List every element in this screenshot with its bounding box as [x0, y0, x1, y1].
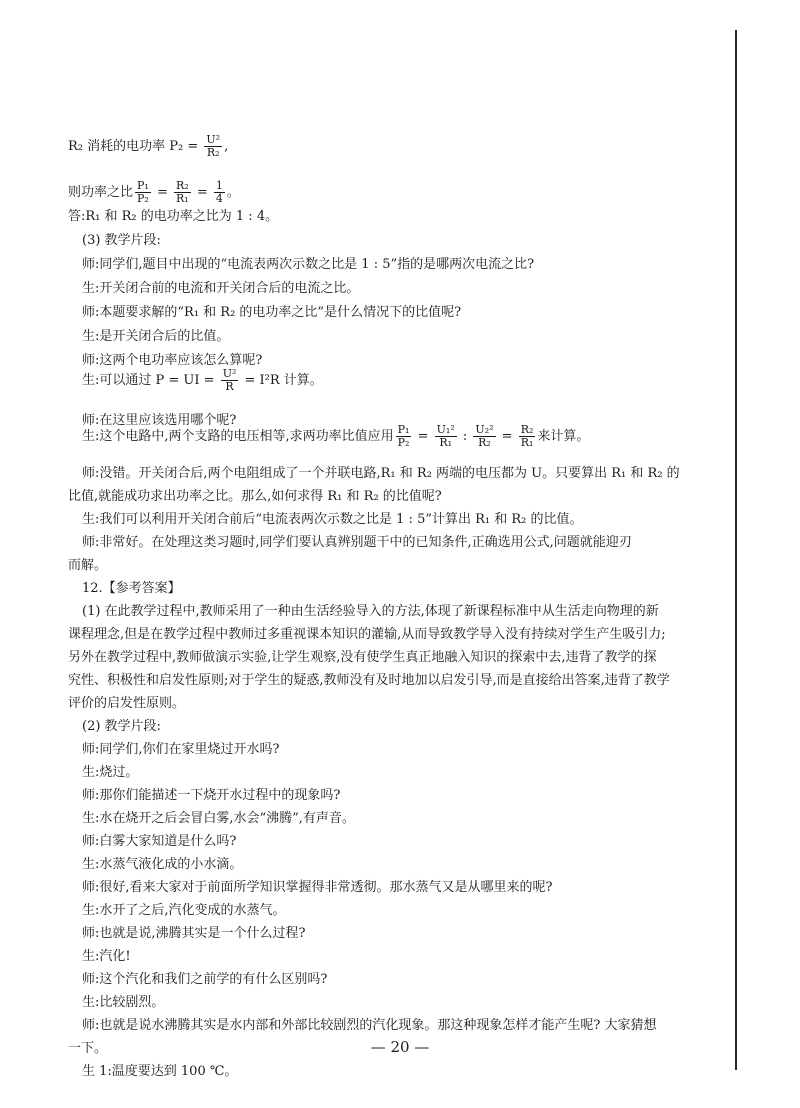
- text-line: 生:我们可以利用开关闭合前后“电流表两次示数之比是 1 : 5”计算出 R₁ 和 R₂ 的比值。: [82, 512, 583, 527]
- text-line: 一下。: [68, 1041, 108, 1056]
- fraction: $\frac{\text{U₂²}}{\text{R₂}}$: [475, 423, 494, 449]
- fraction: $\frac{\text{U²}}{R}$: [222, 367, 237, 393]
- text-line: 生:开关闭合前的电流和开关闭合后的电流之比。: [82, 281, 360, 296]
- text-line: 评价的启发性原则。: [68, 696, 186, 711]
- text-line: 师:同学们,你们在家里烧过开水吗?: [82, 742, 280, 757]
- text-line: 答:R₁ 和 R₂ 的电功率之比为 1 : 4。: [68, 209, 279, 224]
- text-line: 生:汽化!: [82, 949, 131, 964]
- text-line: 生:这个电路中,两个支路的电压相等,求两功率比值应用 $\frac{\text{P₁}}{\text{P₂}}$ = $\frac{\text{U₁²}}{\text{R₁}}$ : $\frac{\text{U₂²}}{\text{R₂}}$ = $\frac{\text{R₂}}{\text{R₁}}$ 来计算。: [82, 423, 590, 449]
- fraction: $\frac{\text{R₂}}{\text{R₁}}$: [176, 179, 189, 205]
- text-line: 则功率之比 $\frac{\text{P₁}}{\text{P₂}}$ = $\frac{\text{R₂}}{\text{R₁}}$ = $\frac{1}{4}$ 。: [68, 179, 240, 205]
- text-line: 师:非常好。在处理这类习题时,同学们要认真辨别题干中的已知条件,正确选用公式,问题就能迎刃: [82, 535, 632, 550]
- text-line: 师:也就是说,沸腾其实是一个什么过程?: [82, 926, 306, 941]
- text-line: 生:水蒸气液化成的小水滴。: [82, 857, 243, 872]
- text-line: 比值,就能成功求出功率之比。那么,如何求得 R₁ 和 R₂ 的比值呢?: [68, 489, 442, 504]
- fraction: $\frac{\text{U²}}{\text{R₂}}$: [206, 133, 221, 159]
- fraction: $\frac{\text{R₂}}{\text{R₁}}$: [520, 423, 534, 449]
- text-line: 师:本题要求解的“R₁ 和 R₂ 的电功率之比”是什么情况下的比值呢?: [82, 305, 462, 320]
- text-line: 生:可以通过 P = UI = $\frac{\text{U²}}{R}$ = I²R 计算。: [82, 367, 323, 393]
- text-line: 师:也就是说水沸腾其实是水内部和外部比较剧烈的汽化现象。那这种现象怎样才能产生呢? 大家猜想: [82, 1018, 657, 1033]
- text-line: 而解。: [68, 558, 108, 573]
- page-edge-line: [735, 30, 737, 1070]
- text-line: R₂ 消耗的电功率 P₂ = $\frac{\text{U²}}{\text{R₂}}$ ,: [68, 133, 229, 159]
- text-line: 师:白雾大家知道是什么吗?: [82, 834, 237, 849]
- text-line: (3) 教学片段:: [82, 233, 161, 248]
- text-line: 师:那你们能描述一下烧开水过程中的现象吗?: [82, 788, 341, 803]
- text-line: 师:同学们,题目中出现的“电流表两次示数之比是 1 : 5”指的是哪两次电流之比?: [82, 257, 535, 272]
- text-line: 生 1:温度要达到 100 ℃。: [82, 1064, 238, 1079]
- text-line: 课程理念,但是在教学过程中教师过多重视课本知识的灌输,从而导致教学导入没有持续对学生产生吸引力;: [68, 627, 666, 642]
- fraction: $\frac{1}{4}$: [215, 179, 223, 205]
- section-heading: 12.【参考答案】: [82, 581, 181, 596]
- text-line: (2) 教学片段:: [82, 719, 161, 734]
- text-line: 师:这个汽化和我们之前学的有什么区别吗?: [82, 972, 328, 987]
- text-line: 生:水在烧开之后会冒白雾,水会“沸腾”,有声音。: [82, 811, 355, 826]
- text-line: 生:比较剧烈。: [82, 995, 165, 1010]
- text-line: 师:没错。开关闭合后,两个电阻组成了一个并联电路,R₁ 和 R₂ 两端的电压都为 U。只要算出 R₁ 和 R₂ 的: [82, 466, 680, 481]
- text-line: 师:这两个电功率应该怎么算呢?: [82, 353, 263, 368]
- fraction: $\frac{\text{P₁}}{\text{P₂}}$: [397, 423, 410, 449]
- text-line: (1) 在此教学过程中,教师采用了一种由生活经验导入的方法,体现了新课程标准中从生活走向物理的新: [82, 604, 659, 619]
- text-line: 另外在教学过程中,教师做演示实验,让学生观察,没有使学生真正地融入知识的探索中去,违背了教学的探: [68, 650, 657, 665]
- text-line: 师:在这里应该选用哪个呢?: [82, 413, 237, 428]
- text-line: 生:水开了之后,汽化变成的水蒸气。: [82, 903, 286, 918]
- page-number: — 20 —: [370, 1038, 430, 1056]
- fraction: $\frac{\text{P₁}}{\text{P₂}}$: [137, 179, 149, 205]
- text-line: 师:很好,看来大家对于前面所学知识掌握得非常透彻。那水蒸气又是从哪里来的呢?: [82, 880, 553, 895]
- text-line: 究性、积极性和启发性原则;对于学生的疑惑,教师没有及时地加以启发引导,而是直接给出答案,违背了教学: [68, 673, 670, 688]
- text-line: 生:烧过。: [82, 765, 139, 780]
- fraction: $\frac{\text{U₁²}}{\text{R₁}}$: [436, 423, 455, 449]
- text-line: 生:是开关闭合后的比值。: [82, 329, 230, 344]
